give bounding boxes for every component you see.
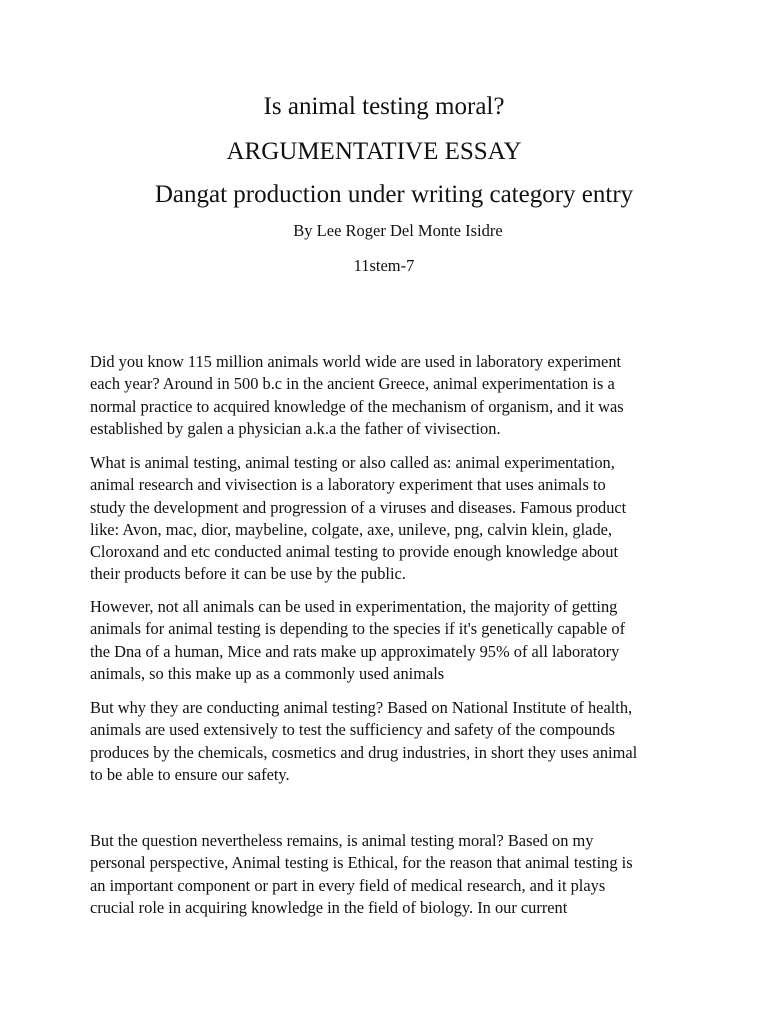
paragraph-line: animals for animal testing is depending to the species if it's genetically capable of xyxy=(90,619,626,639)
paragraph-1 xyxy=(90,351,690,440)
paragraph-line: animals, so this make up as a commonly used animals xyxy=(90,663,445,683)
paragraph-line: like: Avon, mac, dior, maybeline, colgate, axe, unileve, png, calvin klein, glade, xyxy=(90,519,613,539)
paragraph-line: their products before it can be use by the public. xyxy=(90,564,406,584)
author-section: 11stem-7 xyxy=(353,256,415,275)
paragraph-line: produces by the chemicals, cosmetics and drug industries, in short they uses animal xyxy=(90,742,638,762)
paragraph-line: animal research and vivisection is a laboratory experiment that uses animals to xyxy=(90,475,606,495)
essay-title: Is animal testing moral? xyxy=(263,93,505,120)
paragraph-line: crucial role in acquiring knowledge in the field of biology. In our current xyxy=(90,897,568,917)
paragraph-line: to be able to ensure our safety. xyxy=(90,764,290,784)
paragraph-line: an important component or part in every field of medical research, and it plays xyxy=(90,875,606,895)
paragraph-line: Did you know 115 million animals world wide are used in laboratory experiment xyxy=(90,352,622,371)
paragraph-4 xyxy=(90,697,690,786)
paragraph-2 xyxy=(90,452,690,586)
paragraph-line: Cloroxand and etc conducted animal testing to provide enough knowledge about xyxy=(90,542,619,562)
paragraph-5 xyxy=(90,830,690,919)
paragraph-line: the Dna of a human, Mice and rats make up approximately 95% of all laboratory xyxy=(90,641,620,661)
author-byline: By Lee Roger Del Monte Isidre xyxy=(293,221,503,240)
paragraph-line: But the question nevertheless remains, is animal testing moral? Based on my xyxy=(90,831,594,850)
paragraph-line: But why they are conducting animal testing? Based on National Institute of health, xyxy=(90,698,633,717)
paragraph-3 xyxy=(90,596,690,685)
paragraph-line: study the development and progression of a viruses and diseases. Famous product xyxy=(90,497,627,517)
paragraph-line: animals are used extensively to test the sufficiency and safety of the compounds xyxy=(90,720,615,740)
paragraph-line: However, not all animals can be used in experimentation, the majority of getting xyxy=(90,597,618,616)
paragraph-line: personal perspective, Animal testing is Ethical, for the reason that animal testing is xyxy=(90,853,633,873)
paragraph-line: What is animal testing, animal testing or also called as: animal experimentation, xyxy=(90,453,615,472)
paragraph-line: each year? Around in 500 b.c in the ancient Greece, animal experimentation is a xyxy=(90,374,615,394)
entry-category: Dangat production under writing category entry xyxy=(154,181,634,208)
paragraph-line: established by galen a physician a.k.a the father of vivisection. xyxy=(90,418,501,438)
essay-subtitle: ARGUMENTATIVE ESSAY xyxy=(226,138,522,165)
paragraph-line: normal practice to acquired knowledge of the mechanism of organism, and it was xyxy=(90,396,624,416)
